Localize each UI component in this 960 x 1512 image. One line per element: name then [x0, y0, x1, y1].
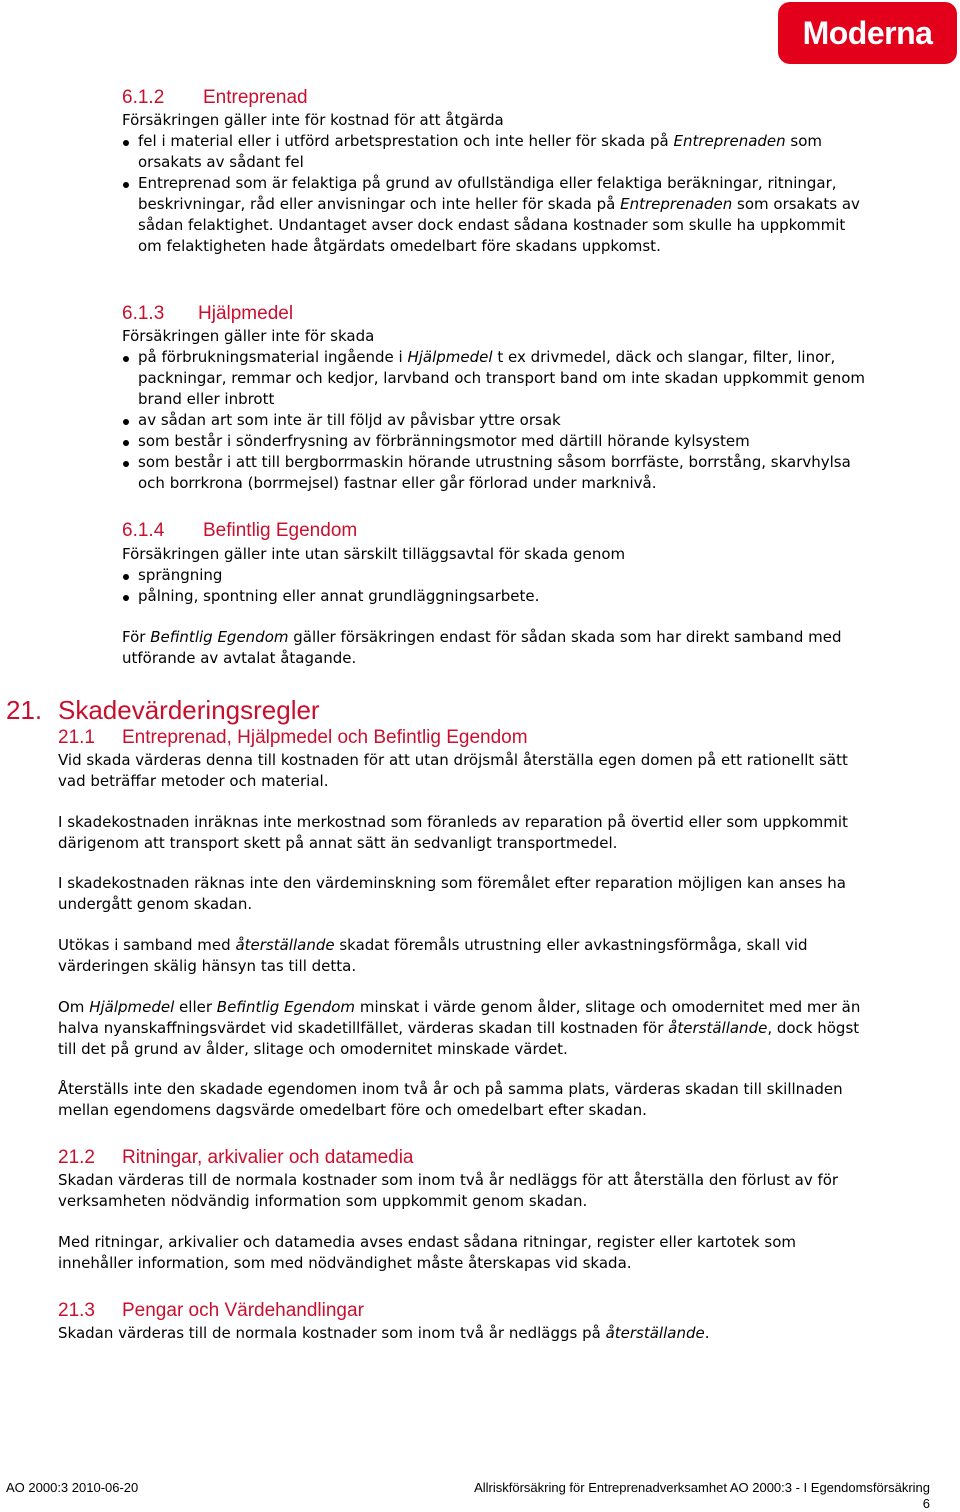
section-6-1-4-note: För Befintlig Egendom gäller försäkringen endast för sådan skada som har direkt samband med utförande av avtalat åtagande. — [122, 628, 842, 667]
section-number: 6.1.3 — [122, 303, 165, 324]
footer-doc-id: AO 2000:3 2010-06-20 — [6, 1480, 139, 1495]
section-6-1-4-body — [122, 544, 872, 607]
heading-6-1-3 — [122, 302, 293, 326]
section-21-1-p3: I skadekostnaden räknas inte den värdeminskning som föremålet efter reparation möjligen kan anses ha undergått genom skadan. — [58, 874, 846, 913]
section-intro: Försäkringen gäller inte utan särskilt tilläggsavtal för skada genom — [122, 545, 626, 563]
section-21-1-p5: Om Hjälpmedel eller Befintlig Egendom minskat i värde genom ålder, slitage och omodernitet med mer än halva nyanskaffningsvärdet vid skadetillfället, värderas skadan till kostnaden för återställande, dock högst till det på grund av ålder, slitage och omodernitet minskade värdet. — [58, 998, 861, 1058]
heading-21-1 — [58, 726, 528, 750]
list-item: sprängning — [122, 565, 872, 586]
footer-doc-title: Allriskförsäkring för Entreprenadverksamhet AO 2000:3 - I Egendomsförsäkring — [474, 1480, 930, 1495]
section-21-1-p1: Vid skada värderas denna till kostnaden för att utan dröjsmål återställa egen domen på ett rationellt sätt vad beträffar metoder och material. — [58, 751, 848, 790]
list-item: pålning, spontning eller annat grundläggningsarbete. — [122, 586, 872, 607]
list-item: på förbrukningsmaterial ingående i Hjälpmedel t ex drivmedel, däck och slangar, filter, linor, packningar, remmar och kedjor, larvband och transport band om inte skadan uppkommit genom brand eller inbrott — [122, 347, 872, 410]
section-number: 21.1 — [58, 727, 95, 748]
list-item: av sådan art som inte är till följd av påvisbar yttre orsak — [122, 410, 872, 431]
heading-21-3 — [58, 1299, 364, 1323]
section-21-2-p2: Med ritningar, arkivalier och datamedia avses endast sådana ritningar, register eller kartotek som innehåller information, som med nödvändighet måste återskapas vid skada. — [58, 1233, 796, 1272]
chapter-number: 21. — [6, 695, 43, 725]
exclusion-list — [122, 565, 872, 607]
heading-21-2 — [58, 1146, 414, 1170]
heading-6-1-4 — [122, 519, 357, 543]
list-item: som består i att till bergborrmaskin hörande utrustning såsom borrfäste, borrstång, skarvhylsa och borrkrona (borrmejsel) fastnar eller går förlorad under marknivå. — [122, 452, 872, 494]
exclusion-list — [122, 131, 872, 257]
section-number: 6.1.2 — [122, 87, 165, 108]
section-title: Pengar och Värdehandlingar — [122, 1300, 364, 1321]
list-item: som består i sönderfrysning av förbränningsmotor med därtill hörande kylsystem — [122, 431, 872, 452]
section-number: 21.3 — [58, 1300, 95, 1321]
moderna-logo: Moderna — [778, 2, 957, 64]
section-21-1-p4: Utökas i samband med återställande skadat föremåls utrustning eller avkastningsförmåga, skall vid värderingen skälig hänsyn tas till detta. — [58, 936, 808, 975]
section-title: Entreprenad — [203, 87, 308, 108]
section-intro: Försäkringen gäller inte för skada — [122, 327, 375, 345]
list-item: fel i material eller i utförd arbetsprestation och inte heller för skada på Entreprenaden som orsakats av sådant fel — [122, 131, 872, 173]
section-number: 6.1.4 — [122, 520, 165, 541]
section-21-3-p1: Skadan värderas till de normala kostnader som inom två år nedläggs på återställande. — [58, 1324, 710, 1342]
section-intro: Försäkringen gäller inte för kostnad för att åtgärda — [122, 111, 504, 129]
heading-21 — [6, 694, 320, 726]
section-21-2-p1: Skadan värderas till de normala kostnader som inom två år nedläggs för att återställa den förlust av för verksamheten nödvändig information som uppkommit genom skadan. — [58, 1171, 839, 1210]
exclusion-list — [122, 347, 872, 494]
section-6-1-2-body — [122, 110, 872, 257]
page-number: 6 — [922, 1496, 930, 1511]
heading-6-1-2 — [122, 86, 308, 110]
section-title: Ritningar, arkivalier och datamedia — [122, 1147, 414, 1168]
chapter-title: Skadevärderingsregler — [58, 695, 320, 725]
section-title: Hjälpmedel — [198, 303, 294, 324]
section-title: Befintlig Egendom — [203, 520, 358, 541]
list-item: Entreprenad som är felaktiga på grund av ofullständiga eller felaktiga beräkningar, ritningar, beskrivningar, råd eller anvisningar och inte heller för skada på Entreprenaden som orsakats av sådan felaktighet. Undantaget avser dock endast sådana kostnader som skulle ha uppkommit om felaktigheten hade åtgärdats omedelbart före skadans uppkomst. — [122, 173, 872, 257]
section-number: 21.2 — [58, 1147, 95, 1168]
section-21-1-p2: I skadekostnaden inräknas inte merkostnad som föranleds av reparation på övertid eller som uppkommit därigenom att transport skett på annat sätt än sedvanligt transportmedel. — [58, 813, 848, 852]
section-21-1-p6: Återställs inte den skadade egendomen inom två år och på samma plats, värderas skadan till skillnaden mellan egendomens dagsvärde omedelbart före och omedelbart efter skadan. — [58, 1080, 843, 1119]
section-6-1-3-body — [122, 326, 872, 494]
section-title: Entreprenad, Hjälpmedel och Befintlig Egendom — [122, 727, 528, 748]
